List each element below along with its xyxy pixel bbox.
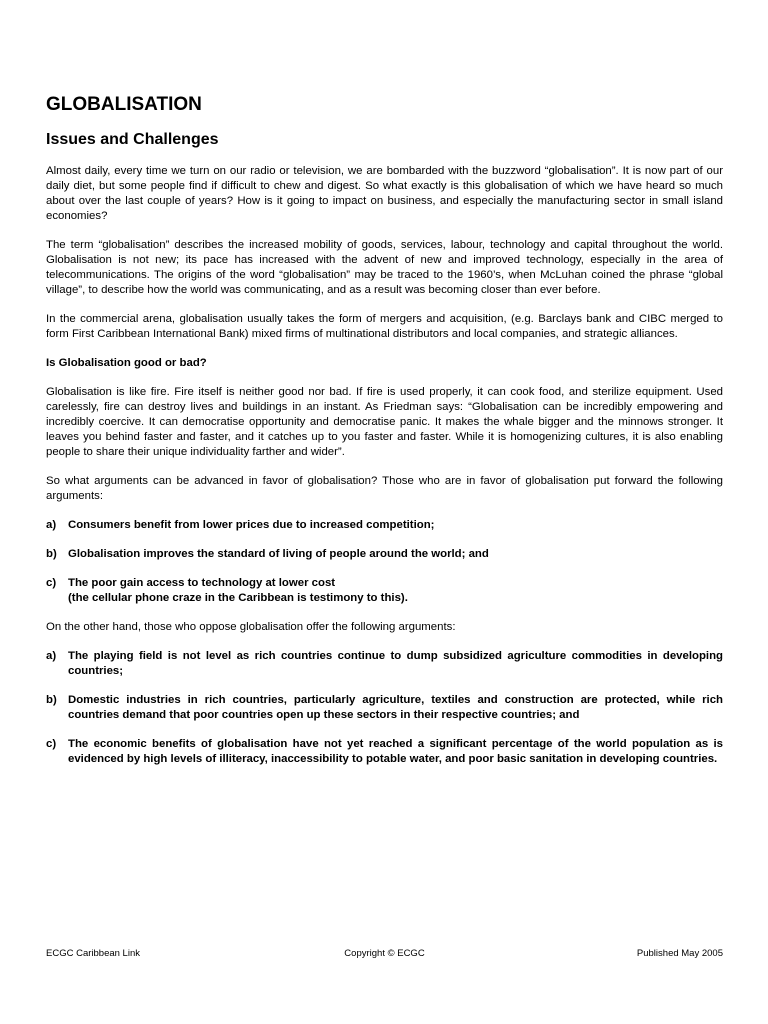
- list-marker: a): [46, 519, 57, 531]
- document-title: GLOBALISATION: [46, 94, 202, 115]
- con-arguments-list: [46, 649, 723, 767]
- list-item: [46, 547, 723, 562]
- document-subtitle: Issues and Challenges: [46, 131, 219, 148]
- list-item-note: (the cellular phone craze in the Caribbean is testimony to this).: [68, 592, 408, 604]
- list-item-text: The playing field is not level as rich countries continue to dump subsidized agriculture commodities in developing countries;: [68, 650, 723, 677]
- page-footer: [46, 947, 723, 961]
- paragraph-fire: Globalisation is like fire. Fire itself is neither good nor bad. If fire is used properly, it can cook food, and sterilize equipment. Used carelessly, fire can destroy lives and buildings in an instant. As Friedman says: “Globalisation can be incredibly empowering and incredibly coercive. It can democratise opportunity and democratise panic. It makes the whale bigger and the minnows stronger. It leaves you behind faster and faster, and it catches up to you faster and faster. While it is homogenizing cultures, it is also enabling people to share their unique individuality farther and wider”.: [46, 386, 723, 458]
- list-marker: c): [46, 738, 57, 750]
- document-body: [46, 94, 723, 767]
- paragraph-intro: Almost daily, every time we turn on our radio or television, we are bombarded with the buzzword “globalisation”. It is now part of our daily diet, but some people find if difficult to chew and digest. So what exactly is this globalisation of which we have heard so much about over the last couple of years? How is it going to impact on business, and especially the manufacturing sector in small island economies?: [46, 165, 723, 222]
- paragraph-definition: The term “globalisation” describes the increased mobility of goods, services, labour, technology and capital throughout the world. Globalisation is not new; its pace has increased with the advent of new and improved technology, especially in the area of telecommunications. The origins of the word “globalisation” may be traced to the 1960’s, when McLuhan coined the phrase “global village”, to describe how the world was communicating, and as a result was becoming closer than ever before.: [46, 239, 723, 296]
- list-marker: a): [46, 650, 57, 662]
- list-marker: b): [46, 548, 57, 560]
- list-item-text: The economic benefits of globalisation have not yet reached a significant percentage of the world population as is evidenced by high levels of illiteracy, inaccessibility to potable water, and poor basic sanitation in developing countries.: [68, 738, 723, 765]
- section-heading: Is Globalisation good or bad?: [46, 357, 207, 369]
- pro-arguments-list: [46, 518, 723, 606]
- paragraph-commercial: In the commercial arena, globalisation usually takes the form of mergers and acquisition, (e.g. Barclays bank and CIBC merged to form First Caribbean International Bank) mixed firms of multinational distributors and local companies, and strategic alliances.: [46, 313, 723, 340]
- footer-date: Published May 2005: [636, 948, 723, 959]
- paragraph-favor: So what arguments can be advanced in favor of globalisation? Those who are in favor of globalisation put forward the following arguments:: [46, 475, 723, 502]
- list-item-text: Domestic industries in rich countries, particularly agriculture, textiles and construction are protected, while rich countries demand that poor countries open up these sectors in their respective countries; and: [68, 694, 723, 721]
- list-item-text: Globalisation improves the standard of living of people around the world; and: [68, 548, 489, 560]
- list-item-text: The poor gain access to technology at lower cost: [68, 577, 336, 589]
- list-item: [46, 737, 723, 767]
- list-item-text: Consumers benefit from lower prices due to increased competition;: [68, 519, 435, 531]
- list-item: [46, 693, 723, 723]
- list-item: [46, 649, 723, 679]
- list-item: [46, 518, 723, 533]
- footer-copyright: Copyright © ECGC: [344, 948, 425, 959]
- list-marker: b): [46, 694, 57, 706]
- list-marker: c): [46, 577, 57, 589]
- list-item: [46, 576, 723, 606]
- footer-publication: ECGC Caribbean Link: [46, 948, 140, 959]
- paragraph-oppose: On the other hand, those who oppose globalisation offer the following arguments:: [46, 621, 456, 633]
